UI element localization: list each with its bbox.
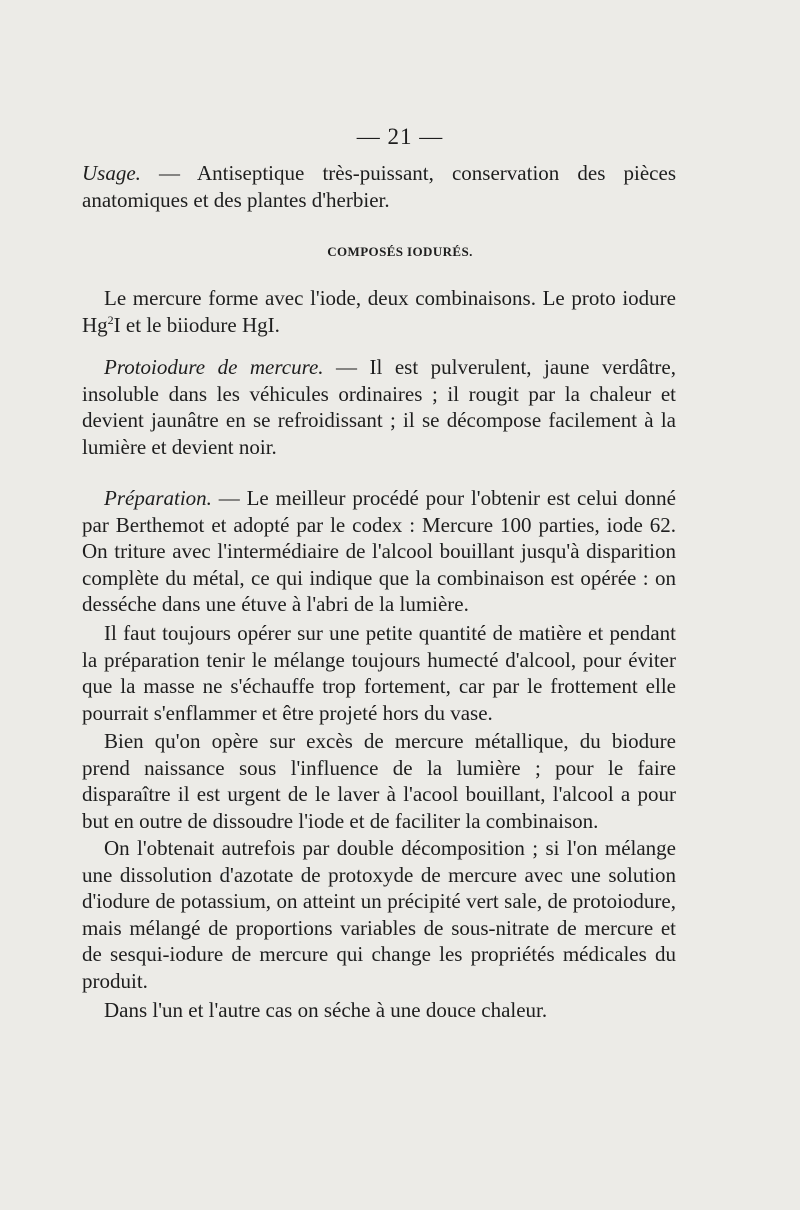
body-paragraph-4: Dans l'un et l'autre cas on séche à une douce chaleur.	[104, 998, 548, 1022]
preparation-text: — Le meilleur procédé pour l'obtenir est celui donné par Berthemot et adopté par le codex : Mercure 100 parties, iode 62. On triture avec l'intermédiaire de l'alcool bouillant jusqu'à disparition complète du métal, ce qui indique que la combinaison est opérée : on desséche dans une étuve à l'abri de la lumière.	[82, 486, 676, 616]
body-paragraph-2: Bien qu'on opère sur excès de mercure métallique, du biodure prend naissance sous l'influence de la lumière ; pour le faire disparaître il est urgent de le laver à l'acool bouillant, l'alcool a pour but en outre de dissoudre l'iode et de faciliter la combinaison.	[82, 729, 676, 833]
body-paragraph-3: On l'obtenait autrefois par double décomposition ; si l'on mélange une dissolution d'azotate de protoxyde de mercure avec une solution d'iodure de potassium, on atteint un précipité vert sale, de protoiodure, mais mélangé de proportions variables de sous-nitrate de mercure et de sesqui-iodure de mercure qui change les propriétés médicales du produit.	[82, 836, 676, 993]
protoiodure-lead: Protoiodure de mercure.	[104, 355, 324, 379]
usage-paragraph	[82, 160, 676, 213]
intro-superscript: 2	[107, 312, 114, 327]
body-paragraph-1: Il faut toujours opérer sur une petite quantité de matière et pendant la préparation tenir le mélange toujours humecté d'alcool, pour éviter que la masse ne s'échauffe trop fortement, car par le frottement elle pourrait s'enflammer et être projeté hors du vase.	[82, 621, 676, 725]
intro-text-after: I et le biiodure HgI.	[113, 312, 280, 337]
preparation-lead: Préparation.	[104, 486, 212, 510]
section-heading: COMPOSÉS IODURÉS.	[327, 244, 473, 259]
intro-paragraph	[82, 285, 676, 338]
intro-text-before: Le mercure forme avec l'iode, deux combinaisons. Le proto iodure Hg	[82, 286, 676, 337]
usage-text: — Antiseptique très-puissant, conservation des pièces anatomiques et des plantes d'herbier.	[82, 161, 676, 212]
usage-lead: Usage.	[82, 161, 141, 185]
protoiodure-paragraph	[82, 354, 676, 460]
page-number: — 21 —	[356, 124, 444, 149]
protoiodure-text: — Il est pulverulent, jaune verdâtre, insoluble dans les véhicules ordinaires ; il rougit par la chaleur et devient jaunâtre en se refroidissant ; il se décompose facilement à la lumière et devient noir.	[82, 355, 676, 459]
preparation-paragraph	[82, 485, 676, 618]
